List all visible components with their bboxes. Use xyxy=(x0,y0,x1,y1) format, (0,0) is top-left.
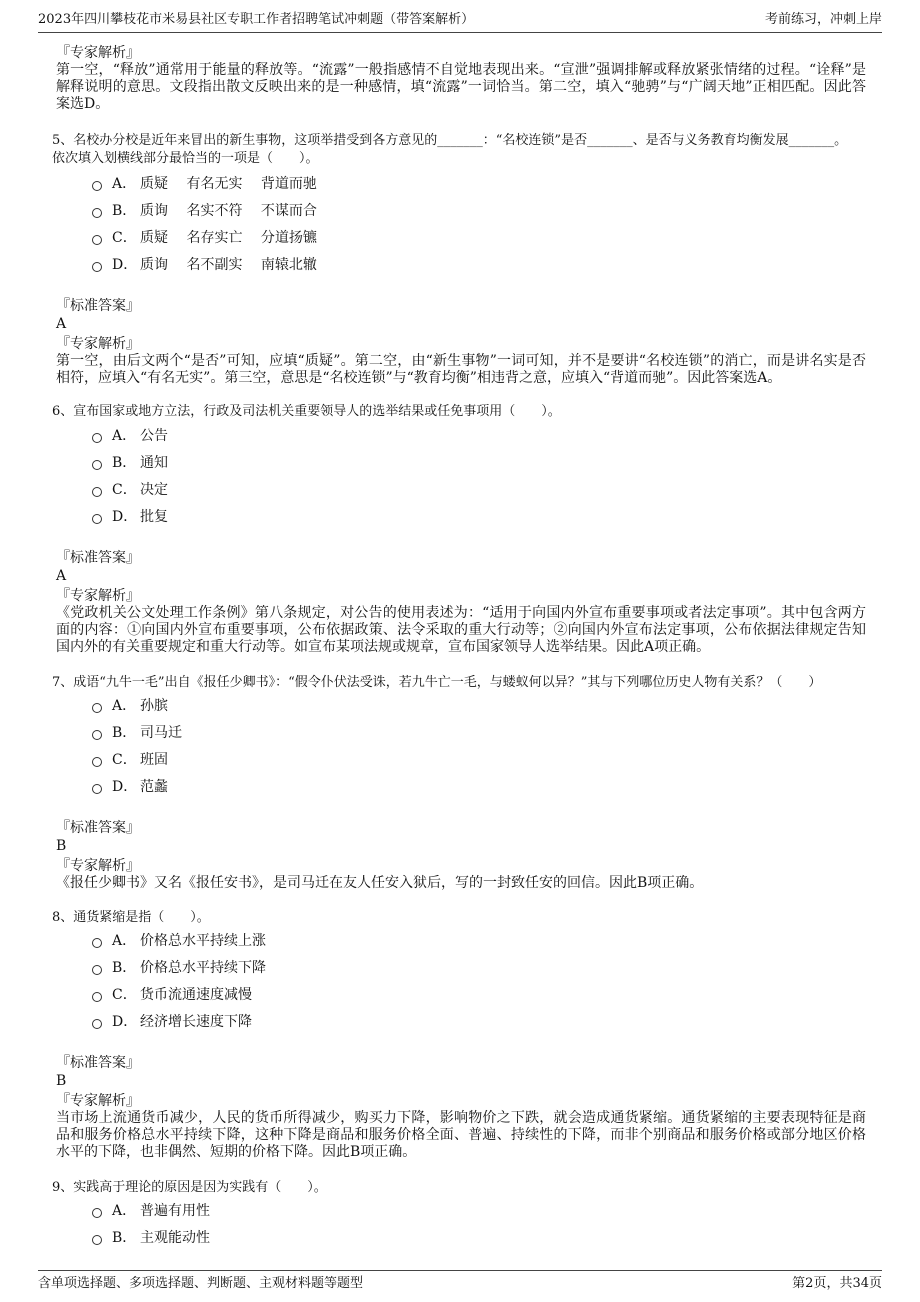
radio-icon[interactable] xyxy=(92,938,102,948)
option-letter: A． xyxy=(112,428,137,444)
option-letter: A． xyxy=(112,176,137,192)
radio-icon[interactable] xyxy=(92,992,102,1002)
option-text: 经济增长速度下降 xyxy=(140,1014,252,1030)
option-d[interactable] xyxy=(92,254,317,274)
option-c[interactable] xyxy=(92,227,317,247)
standard-answer: B xyxy=(56,838,67,854)
question-9-stem xyxy=(52,1179,872,1197)
q4-analysis-block xyxy=(56,44,866,113)
option-text: 班固 xyxy=(140,752,168,768)
option-letter: A． xyxy=(112,1203,137,1219)
radio-icon[interactable] xyxy=(92,514,102,524)
option-text: 质疑 名存实亡 分道扬镳 xyxy=(140,230,317,246)
page-footer xyxy=(38,1270,882,1291)
question-text-line2: 依次填入划横线部分最恰当的一项是（ ）。 xyxy=(52,151,319,166)
option-text: 公告 xyxy=(140,428,168,444)
option-text: 批复 xyxy=(140,509,168,525)
expert-analysis-text: 当市场上流通货币减少，人民的货币所得减少，购买力下降，影响物价之下跌，就会造成通货紧缩。通货紧缩的主要表现特征是商品和服务价格总水平持续下降，这种下降是商品和服务价格全面、普遍、持续性的下降，而非个别商品和服务价格或部分地区价格水平的下降，也非偶然、短期的价格下降。因此B项正确。 xyxy=(56,1110,866,1160)
option-letter: C． xyxy=(112,230,137,246)
option-c[interactable] xyxy=(92,749,168,769)
option-letter: D． xyxy=(112,1014,138,1030)
option-text: 价格总水平持续上涨 xyxy=(140,933,266,949)
option-text: 范蠡 xyxy=(140,779,168,795)
option-text: 质询 名不副实 南辕北辙 xyxy=(140,257,317,273)
question-text: 9、实践高于理论的原因是因为实践有（ ）。 xyxy=(52,1180,327,1195)
option-b[interactable] xyxy=(92,452,168,472)
expert-analysis-text: 第一空，“释放”通常用于能量的释放等。“流露”一般指感情不自觉地表现出来。“宣泄”强调排解或释放紧张情绪的过程。“诠释”是解释说明的意思。文段指出散文反映出来的是一种感情，填“流露”一词恰当。第二空，填入“驰骋”与“广阔天地”正相匹配。因此答案选D。 xyxy=(56,62,866,112)
option-text: 质询 名实不符 不谋而合 xyxy=(140,203,317,219)
option-text: 货币流通速度减慢 xyxy=(140,987,252,1003)
option-letter: C． xyxy=(112,752,137,768)
radio-icon[interactable] xyxy=(92,730,102,740)
header-slogan: 考前练习，冲刺上岸 xyxy=(764,12,882,27)
option-text: 价格总水平持续下降 xyxy=(140,960,266,976)
standard-answer-label: 『标准答案』 xyxy=(56,820,140,836)
q5-answer-block xyxy=(56,297,866,387)
radio-icon[interactable] xyxy=(92,262,102,272)
option-letter: B． xyxy=(112,203,137,219)
question-text: 8、通货紧缩是指（ ）。 xyxy=(52,910,210,925)
expert-analysis-label: 『专家解析』 xyxy=(56,45,140,61)
option-letter: C． xyxy=(112,482,137,498)
option-letter: D． xyxy=(112,779,138,795)
radio-icon[interactable] xyxy=(92,235,102,245)
radio-icon[interactable] xyxy=(92,181,102,191)
expert-analysis-label: 『专家解析』 xyxy=(56,588,140,604)
expert-analysis-text: 第一空，由后文两个“是否”可知，应填“质疑”。第二空，由“新生事物”一词可知，并不是要讲“名校连锁”的消亡，而是讲名实是否相符，应填入“有名无实”。第三空，意思是“名校连锁”与“教育均衡”相违背之意，应填入“背道而驰”。因此答案选A。 xyxy=(56,353,866,386)
q6-answer-block xyxy=(56,549,866,656)
question-7-stem xyxy=(52,674,872,692)
radio-icon[interactable] xyxy=(92,965,102,975)
option-letter: B． xyxy=(112,1230,137,1246)
option-letter: A． xyxy=(112,698,137,714)
standard-answer: A xyxy=(56,316,67,332)
option-text: 主观能动性 xyxy=(140,1230,210,1246)
expert-analysis-label: 『专家解析』 xyxy=(56,1093,140,1109)
option-b[interactable] xyxy=(92,957,266,977)
standard-answer-label: 『标准答案』 xyxy=(56,1055,140,1071)
option-a[interactable] xyxy=(92,1200,210,1220)
standard-answer-label: 『标准答案』 xyxy=(56,298,140,314)
q7-answer-block xyxy=(56,819,866,892)
question-types-note: 含单项选择题、多项选择题、判断题、主观材料题等题型 xyxy=(38,1276,364,1291)
option-text: 决定 xyxy=(140,482,168,498)
radio-icon[interactable] xyxy=(92,703,102,713)
radio-icon[interactable] xyxy=(92,1208,102,1218)
radio-icon[interactable] xyxy=(92,757,102,767)
radio-icon[interactable] xyxy=(92,1235,102,1245)
option-a[interactable] xyxy=(92,930,266,950)
option-letter: D． xyxy=(112,257,138,273)
option-a[interactable] xyxy=(92,173,317,193)
option-b[interactable] xyxy=(92,1227,210,1247)
radio-icon[interactable] xyxy=(92,487,102,497)
question-text: 7、成语“九牛一毛”出自《报任少卿书》：“假令仆伏法受诛，若九牛亡一毛，与蝼蚁何以异？”其与下列哪位历史人物有关系？（ ） xyxy=(52,675,822,690)
radio-icon[interactable] xyxy=(92,1019,102,1029)
option-text: 普遍有用性 xyxy=(140,1203,210,1219)
page-header xyxy=(38,12,882,33)
option-b[interactable] xyxy=(92,200,317,220)
option-letter: D． xyxy=(112,509,138,525)
option-text: 孙膑 xyxy=(140,698,168,714)
option-letter: C． xyxy=(112,987,137,1003)
expert-analysis-label: 『专家解析』 xyxy=(56,336,140,352)
option-text: 司马迁 xyxy=(140,725,182,741)
option-d[interactable] xyxy=(92,1011,252,1031)
question-8-stem xyxy=(52,909,872,927)
option-letter: B． xyxy=(112,960,137,976)
option-a[interactable] xyxy=(92,695,168,715)
radio-icon[interactable] xyxy=(92,433,102,443)
option-letter: A． xyxy=(112,933,137,949)
option-d[interactable] xyxy=(92,506,168,526)
option-d[interactable] xyxy=(92,776,168,796)
standard-answer: A xyxy=(56,568,67,584)
question-text: 6、宣布国家或地方立法，行政及司法机关重要领导人的选举结果或任免事项用（ ）。 xyxy=(52,404,561,419)
expert-analysis-label: 『专家解析』 xyxy=(56,858,140,874)
radio-icon[interactable] xyxy=(92,208,102,218)
question-6-stem xyxy=(52,403,872,421)
radio-icon[interactable] xyxy=(92,784,102,794)
expert-analysis-text: 《报任少卿书》又名《报任安书》，是司马迁在友人任安入狱后，写的一封致任安的回信。因此B项正确。 xyxy=(56,875,704,891)
option-text: 质疑 有名无实 背道而驰 xyxy=(140,176,317,192)
option-c[interactable] xyxy=(92,479,168,499)
option-b[interactable] xyxy=(92,722,182,742)
radio-icon[interactable] xyxy=(92,460,102,470)
option-a[interactable] xyxy=(92,425,168,445)
standard-answer: B xyxy=(56,1073,67,1089)
standard-answer-label: 『标准答案』 xyxy=(56,550,140,566)
option-letter: B． xyxy=(112,455,137,471)
option-text: 通知 xyxy=(140,455,168,471)
page-number: 第2页，共34页 xyxy=(792,1276,882,1291)
document-title: 2023年四川攀枝花市米易县社区专职工作者招聘笔试冲刺题（带答案解析） xyxy=(38,12,475,27)
question-5-stem xyxy=(52,132,872,168)
option-letter: B． xyxy=(112,725,137,741)
option-c[interactable] xyxy=(92,984,252,1004)
question-text: 5、名校办分校是近年来冒出的新生事物，这项举措受到各方意见的_______：“名校连锁”是否_______、是否与义务教育均衡发展_______。 xyxy=(52,133,848,148)
expert-analysis-text: 《党政机关公文处理工作条例》第八条规定，对公告的使用表述为：“适用于向国内外宣布重要事项或者法定事项”。其中包含两方面的内容：①向国内外宣布重要事项，公布依据政策、法令采取的重大行动等；②向国内外宣布法定事项，公布依据法律规定告知国内外的有关重要规定和重大行动等。如宣布某项法规或规章，宣布国家领导人选举结果。因此A项正确。 xyxy=(56,605,866,655)
q8-answer-block xyxy=(56,1054,866,1161)
